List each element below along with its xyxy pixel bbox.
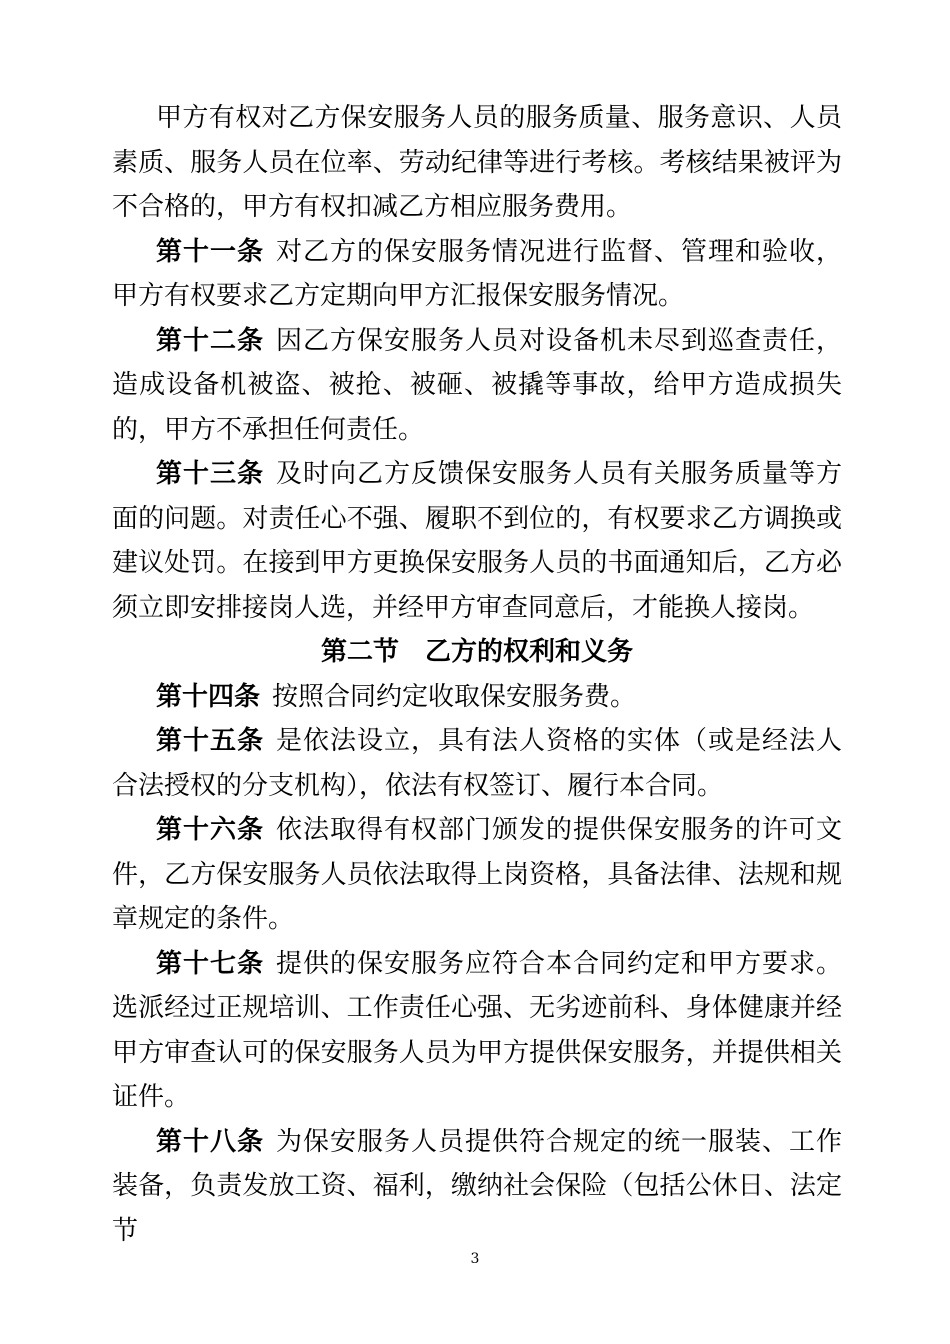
- article-15: [112, 719, 842, 808]
- paragraph-text: 甲方有权对乙方保安服务人员的服务质量、服务意识、人员素质、服务人员在位率、劳动纪律等进行考核。考核结果被评为不合格的，甲方有权扣减乙方相应服务费用。: [112, 103, 842, 222]
- article-number: 第十八条: [156, 1126, 264, 1157]
- article-number: 第十三条: [156, 459, 264, 489]
- article-text: 为保安服务人员提供符合规定的统一服装、工作装备，负责发放工资、福利，缴纳社会保险（包括公休日、法定节: [112, 1126, 842, 1246]
- article-text: 是依法设立，具有法人资格的实体（或是经法人合法授权的分支机构），依法有权签订、履行本合同。: [112, 726, 842, 801]
- article-text: 提供的保安服务应符合本合同约定和甲方要求。选派经过正规培训、工作责任心强、无劣迹前科、身体健康并经甲方审查认可的保安服务人员为甲方提供保安服务，并提供相关证件。: [112, 948, 842, 1112]
- article-number: 第十四条: [156, 681, 261, 712]
- article-14: [112, 675, 842, 720]
- article-18: [112, 1120, 842, 1254]
- article-13: [112, 452, 842, 630]
- article-number: 第十七条: [156, 948, 264, 979]
- article-17: [112, 942, 842, 1120]
- article-number: 第十六条: [156, 815, 264, 845]
- article-12: [112, 319, 842, 453]
- article-number: 第十五条: [156, 726, 264, 756]
- section-heading: 第二节 乙方的权利和义务: [320, 637, 633, 667]
- paragraph-continuation: [112, 96, 842, 230]
- article-16: [112, 808, 842, 942]
- page-number: 3: [470, 1251, 480, 1267]
- article-text: 按照合同约定收取保安服务费。: [272, 681, 637, 712]
- article-text: 及时向乙方反馈保安服务人员有关服务质量等方面的问题。对责任心不强、履职不到位的，有权要求乙方调换或建议处罚。在接到甲方更换保安服务人员的书面通知后，乙方必须立即安排接岗人选，并经甲方审查同意后，才能换人接岗。: [112, 459, 842, 623]
- article-text: 依法取得有权部门颁发的提供保安服务的许可文件，乙方保安服务人员依法取得上岗资格，具备法律、法规和规章规定的条件。: [112, 815, 842, 934]
- article-number: 第十一条: [156, 236, 264, 267]
- article-text: 对乙方的保安服务情况进行监督、管理和验收，甲方有权要求乙方定期向甲方汇报保安服务情况。: [112, 236, 842, 311]
- article-number: 第十二条: [156, 325, 264, 356]
- article-text: 因乙方保安服务人员对设备机未尽到巡查责任，造成设备机被盗、被抢、被砸、被撬等事故，给甲方造成损失的，甲方不承担任何责任。: [112, 325, 842, 445]
- article-11: [112, 230, 842, 319]
- document-body: [112, 96, 842, 1253]
